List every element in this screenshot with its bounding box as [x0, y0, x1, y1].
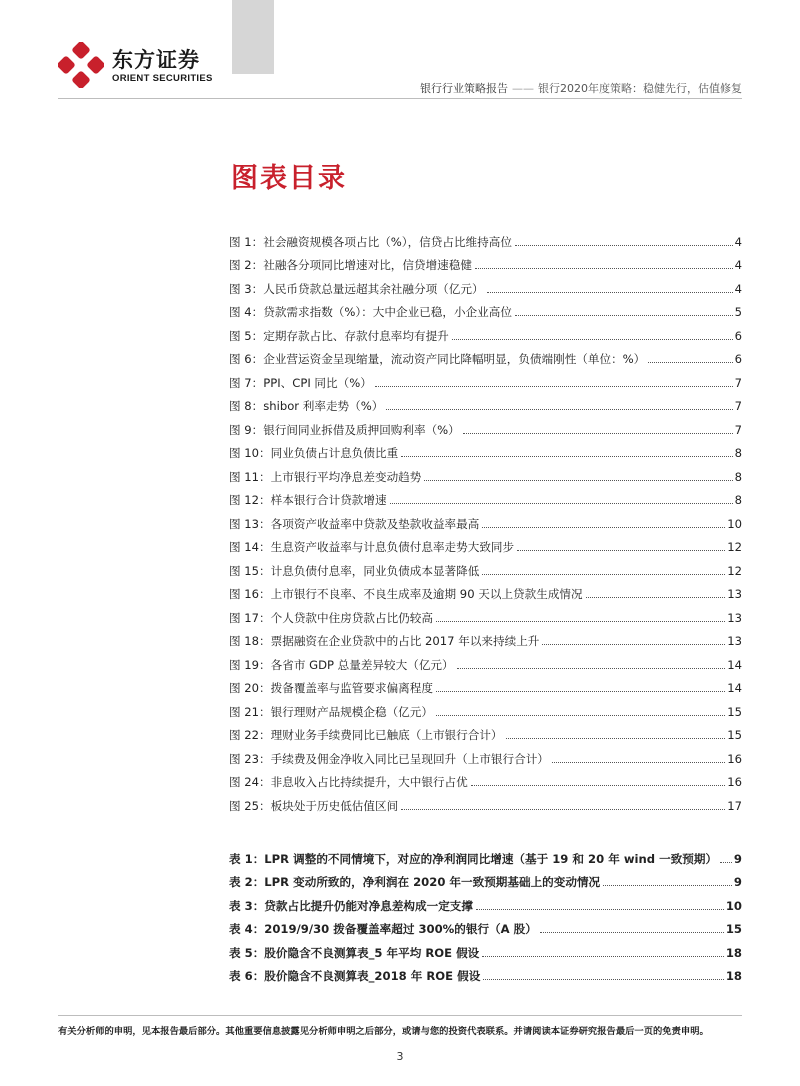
- figure-toc-entry[interactable]: [229, 579, 742, 603]
- figure-toc-entry-label: 图 8：shibor 利率走势（%）: [229, 399, 384, 413]
- figure-toc-entry-page: 7: [734, 375, 742, 390]
- table-toc-entry-page: 9: [733, 875, 742, 889]
- footer-disclaimer: 有关分析师的申明，见本报告最后部分。其他重要信息披露见分析师申明之后部分，或请与您的投资代表联系。并请阅读本证券研究报告最后一页的免责申明。: [58, 1026, 709, 1037]
- figure-toc-entry[interactable]: [229, 414, 742, 438]
- figure-toc-entry-label: 图 15：计息负债付息率，同业负债成本显著降低: [229, 563, 480, 578]
- table-toc-entry[interactable]: [229, 937, 742, 961]
- table-toc-entry[interactable]: [229, 961, 742, 985]
- dot-leader: [482, 574, 725, 575]
- figure-toc-entry-label: 图 2：社融各分项同比增速对比，信贷增速稳健: [229, 258, 472, 272]
- figure-toc-entry-page: 17: [727, 798, 742, 813]
- table-toc-entry-label: 表 3：贷款占比提升仍能对净息差构成一定支撑: [229, 898, 473, 913]
- figure-toc-entry[interactable]: [229, 250, 742, 274]
- dot-leader: [720, 862, 732, 863]
- dot-leader: [506, 738, 726, 739]
- dot-leader: [424, 480, 732, 481]
- figure-toc-entry[interactable]: [229, 226, 742, 250]
- report-subtitle: 银行2020年度策略：稳健先行，估值修复: [538, 82, 742, 95]
- dot-leader: [515, 315, 733, 316]
- dot-leader: [386, 409, 732, 410]
- dot-leader: [515, 245, 733, 246]
- figure-toc-entry[interactable]: [229, 344, 742, 368]
- figure-toc-entry[interactable]: [229, 649, 742, 673]
- figure-toc-entry[interactable]: [229, 720, 742, 744]
- figure-toc-entry[interactable]: [229, 743, 742, 767]
- figure-toc-entry[interactable]: [229, 673, 742, 697]
- figure-toc-entry-page: 8: [734, 469, 742, 484]
- table-toc-entry[interactable]: [229, 890, 742, 914]
- figure-toc-entry-label: 图 21：银行理财产品规模企稳（亿元）: [229, 704, 433, 719]
- figure-toc-entry-label: 图 4：贷款需求指数（%）：大中企业已稳，小企业高位: [229, 305, 512, 319]
- figure-toc-entry-page: 14: [727, 681, 742, 695]
- table-toc-entry-page: 18: [725, 945, 742, 960]
- figure-toc-entry[interactable]: [229, 320, 742, 344]
- table-list: [229, 843, 742, 984]
- figure-toc-entry-page: 4: [734, 258, 742, 272]
- figure-toc-entry[interactable]: [229, 767, 742, 791]
- dot-leader: [401, 456, 732, 457]
- figure-toc-entry[interactable]: [229, 461, 742, 485]
- figure-toc-entry[interactable]: [229, 367, 742, 391]
- header-gray-tab: [232, 0, 274, 74]
- brand-name-en: ORIENT SECURITIES: [112, 73, 213, 84]
- header-divider: [58, 98, 742, 99]
- figure-toc-entry[interactable]: [229, 790, 742, 814]
- header-separator: ——: [512, 82, 534, 95]
- figure-toc-entry[interactable]: [229, 696, 742, 720]
- dot-leader: [436, 621, 725, 622]
- figure-toc-entry-page: 4: [734, 281, 742, 296]
- dot-leader: [436, 691, 725, 692]
- dot-leader: [483, 979, 724, 980]
- figure-toc-entry-page: 4: [734, 234, 742, 249]
- figure-toc-entry-page: 16: [727, 751, 742, 766]
- orient-securities-logo-icon: [58, 42, 104, 88]
- figure-toc-entry-page: 15: [727, 728, 742, 742]
- figure-toc-entry-label: 图 10：同业负债占计息负债比重: [229, 446, 399, 460]
- dot-leader: [586, 597, 726, 598]
- figure-toc-entry[interactable]: [229, 602, 742, 626]
- page-number: 3: [396, 1050, 404, 1063]
- brand-name-cn: 东方证券: [112, 48, 200, 72]
- figure-toc-entry-page: 13: [727, 610, 742, 625]
- figure-toc-entry[interactable]: [229, 485, 742, 509]
- figure-toc-entry-page: 8: [734, 446, 742, 460]
- footer-divider: [58, 1015, 742, 1016]
- figure-toc-entry-label: 图 1：社会融资规模各项占比（%），信贷占比维持高位: [229, 234, 512, 249]
- figure-toc-entry-label: 图 23：手续费及佣金净收入同比已呈现回升（上市银行合计）: [229, 751, 549, 766]
- dot-leader: [401, 809, 725, 810]
- table-toc-entry[interactable]: [229, 843, 742, 867]
- figure-toc-entry[interactable]: [229, 438, 742, 462]
- table-toc-entry-page: 10: [725, 898, 742, 913]
- figure-toc-entry-label: 图 9：银行间同业拆借及质押回购利率（%）: [229, 422, 460, 437]
- figure-toc-entry-label: 图 13：各项资产收益率中贷款及垫款收益率最高: [229, 516, 480, 531]
- figure-toc-entry-page: 5: [734, 305, 742, 319]
- table-toc-entry-label: 表 5：股价隐含不良测算表_5 年平均 ROE 假设: [229, 945, 480, 960]
- dot-leader: [542, 644, 725, 645]
- page-title: 图表目录: [231, 163, 347, 194]
- figure-toc-entry-label: 图 24：非息收入占比持续提升，大中银行占优: [229, 775, 468, 789]
- dot-leader: [482, 956, 724, 957]
- figure-toc-entry-page: 8: [734, 493, 742, 507]
- figure-toc-entry-label: 图 6：企业营运资金呈现缩量，流动资产同比降幅明显，负债端刚性（单位：%）: [229, 352, 646, 366]
- figure-toc-entry-label: 图 20：拨备覆盖率与监管要求偏离程度: [229, 681, 433, 695]
- dot-leader: [375, 386, 733, 387]
- figure-toc-entry-label: 图 11：上市银行平均净息差变动趋势: [229, 469, 422, 484]
- dot-leader: [487, 292, 733, 293]
- figure-toc-entry-label: 图 17：个人贷款中住房贷款占比仍较高: [229, 610, 433, 625]
- dot-leader: [463, 433, 733, 434]
- figure-list: [229, 226, 742, 814]
- figure-toc-entry-page: 10: [727, 516, 742, 531]
- figure-toc-entry-label: 图 14：生息资产收益率与计息负债付息率走势大致同步: [229, 540, 515, 554]
- figure-toc-entry-page: 6: [734, 352, 742, 366]
- dot-leader: [457, 668, 726, 669]
- dot-leader: [552, 762, 725, 763]
- figure-toc-entry-page: 16: [727, 775, 742, 789]
- table-toc-entry[interactable]: [229, 914, 742, 938]
- dot-leader: [475, 268, 733, 269]
- table-toc-entry[interactable]: [229, 867, 742, 891]
- figure-toc-entry-label: 图 12：样本银行合计贷款增速: [229, 493, 387, 507]
- figure-toc-entry-page: 14: [727, 657, 742, 672]
- figure-toc-entry[interactable]: [229, 532, 742, 556]
- figure-toc-entry-label: 图 5：定期存款占比、存款付息率均有提升: [229, 328, 449, 343]
- table-toc-entry-label: 表 1：LPR 调整的不同情境下，对应的净利润同比增速（基于 19 和 20 年 wind 一致预期）: [229, 851, 718, 866]
- figure-toc-entry[interactable]: [229, 508, 742, 532]
- dot-leader: [540, 932, 724, 933]
- dot-leader: [648, 362, 732, 363]
- table-toc-entry-page: 9: [733, 851, 742, 866]
- figure-toc-entry-page: 15: [727, 704, 742, 719]
- figure-toc-entry[interactable]: [229, 555, 742, 579]
- figure-toc-entry-label: 图 7：PPI、CPI 同比（%）: [229, 375, 372, 390]
- figure-toc-entry-page: 13: [727, 587, 742, 601]
- figure-toc-entry-label: 图 25：板块处于历史低估值区间: [229, 798, 399, 813]
- dot-leader: [603, 885, 732, 886]
- figure-toc-entry-label: 图 22：理财业务手续费同比已触底（上市银行合计）: [229, 728, 503, 742]
- figure-toc-entry-page: 7: [734, 422, 742, 437]
- figure-toc-entry[interactable]: [229, 297, 742, 321]
- table-toc-entry-label: 表 6：股价隐含不良测算表_2018 年 ROE 假设: [229, 969, 481, 983]
- figure-toc-entry-label: 图 18：票据融资在企业贷款中的占比 2017 年以来持续上升: [229, 634, 540, 648]
- figure-toc-entry-label: 图 19：各省市 GDP 总量差异较大（亿元）: [229, 657, 454, 672]
- dot-leader: [476, 909, 724, 910]
- figure-toc-entry-label: 图 16：上市银行不良率、不良生成率及逾期 90 天以上贷款生成情况: [229, 587, 583, 601]
- figure-toc-entry-page: 12: [727, 540, 742, 554]
- dot-leader: [517, 550, 725, 551]
- report-category: 银行行业策略报告: [420, 82, 508, 95]
- figure-toc-entry-page: 6: [734, 328, 742, 343]
- dot-leader: [482, 527, 725, 528]
- dot-leader: [471, 785, 726, 786]
- figure-toc-entry-label: 图 3：人民币贷款总量远超其余社融分项（亿元）: [229, 281, 484, 296]
- table-toc-entry-page: 18: [725, 969, 742, 983]
- table-toc-entry-label: 表 4：2019/9/30 拨备覆盖率超过 300%的银行（A 股）: [229, 922, 537, 936]
- dot-leader: [436, 715, 725, 716]
- figure-toc-entry[interactable]: [229, 626, 742, 650]
- table-toc-entry-label: 表 2：LPR 变动所致的，净利润在 2020 年一致预期基础上的变动情况: [229, 875, 601, 889]
- figure-toc-entry[interactable]: [229, 273, 742, 297]
- table-toc-entry-page: 15: [725, 922, 742, 936]
- figure-toc-entry-page: 7: [734, 399, 742, 413]
- dot-leader: [390, 503, 733, 504]
- figure-toc-entry-page: 12: [727, 563, 742, 578]
- figure-toc-entry-page: 13: [727, 634, 742, 648]
- report-header: [420, 80, 742, 96]
- dot-leader: [452, 339, 733, 340]
- figure-toc-entry[interactable]: [229, 391, 742, 415]
